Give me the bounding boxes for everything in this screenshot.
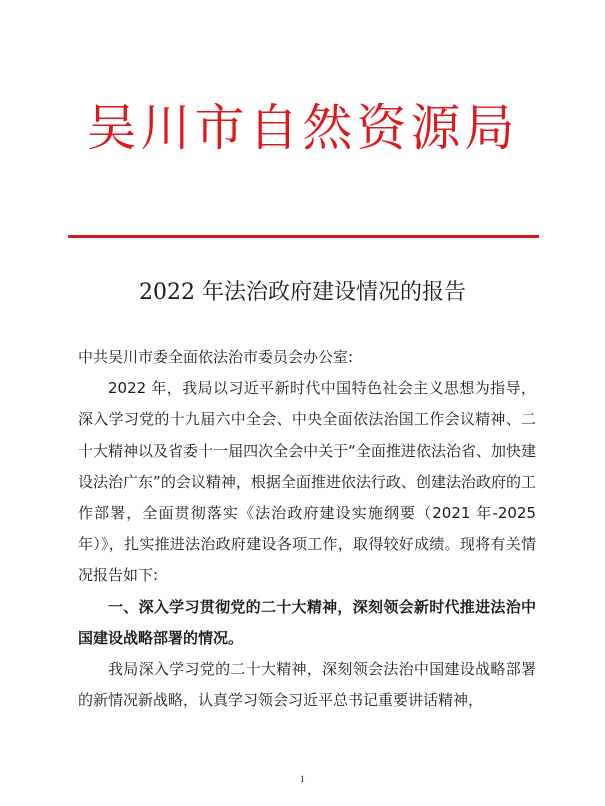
section-paragraph: 我局深入学习党的二十大精神，深刻领会法治中国建设战略部署的新情况新战略，认真学习领会习近平总书记重要讲话精神， (78, 660, 536, 710)
document-body (78, 342, 536, 716)
intro-paragraph: 2022 年，我局以习近平新时代中国特色社会主义思想为指导，深入学习党的十九届六中全会、中央全面依法治国工作会议精神、二十大精神以及省委十一届四次全会中关于“全面推进依法治省、加快建设法治广东”的会议精神，根据全面推进依法行政、创建法治政府的工作部署，全面贯彻落实《法治政府建设实施纲要（2021 年-2025 年）》，扎实推进法治政府建设各项工作，取得较好成绩。现将有关情况报告如下: (78, 379, 536, 585)
org-header: 吴川市自然资源局 (86, 99, 519, 157)
addressee: 中共吴川市委全面依法治市委员会办公室: (78, 348, 354, 366)
page-number: 1 (300, 774, 305, 784)
document-title: 2022 年法治政府建设情况的报告 (139, 280, 466, 305)
red-divider-rule (68, 235, 539, 238)
section-heading: 一、深入学习贯彻党的二十大精神，深刻领会新时代推进法治中国建设战略部署的情况。 (78, 597, 536, 647)
